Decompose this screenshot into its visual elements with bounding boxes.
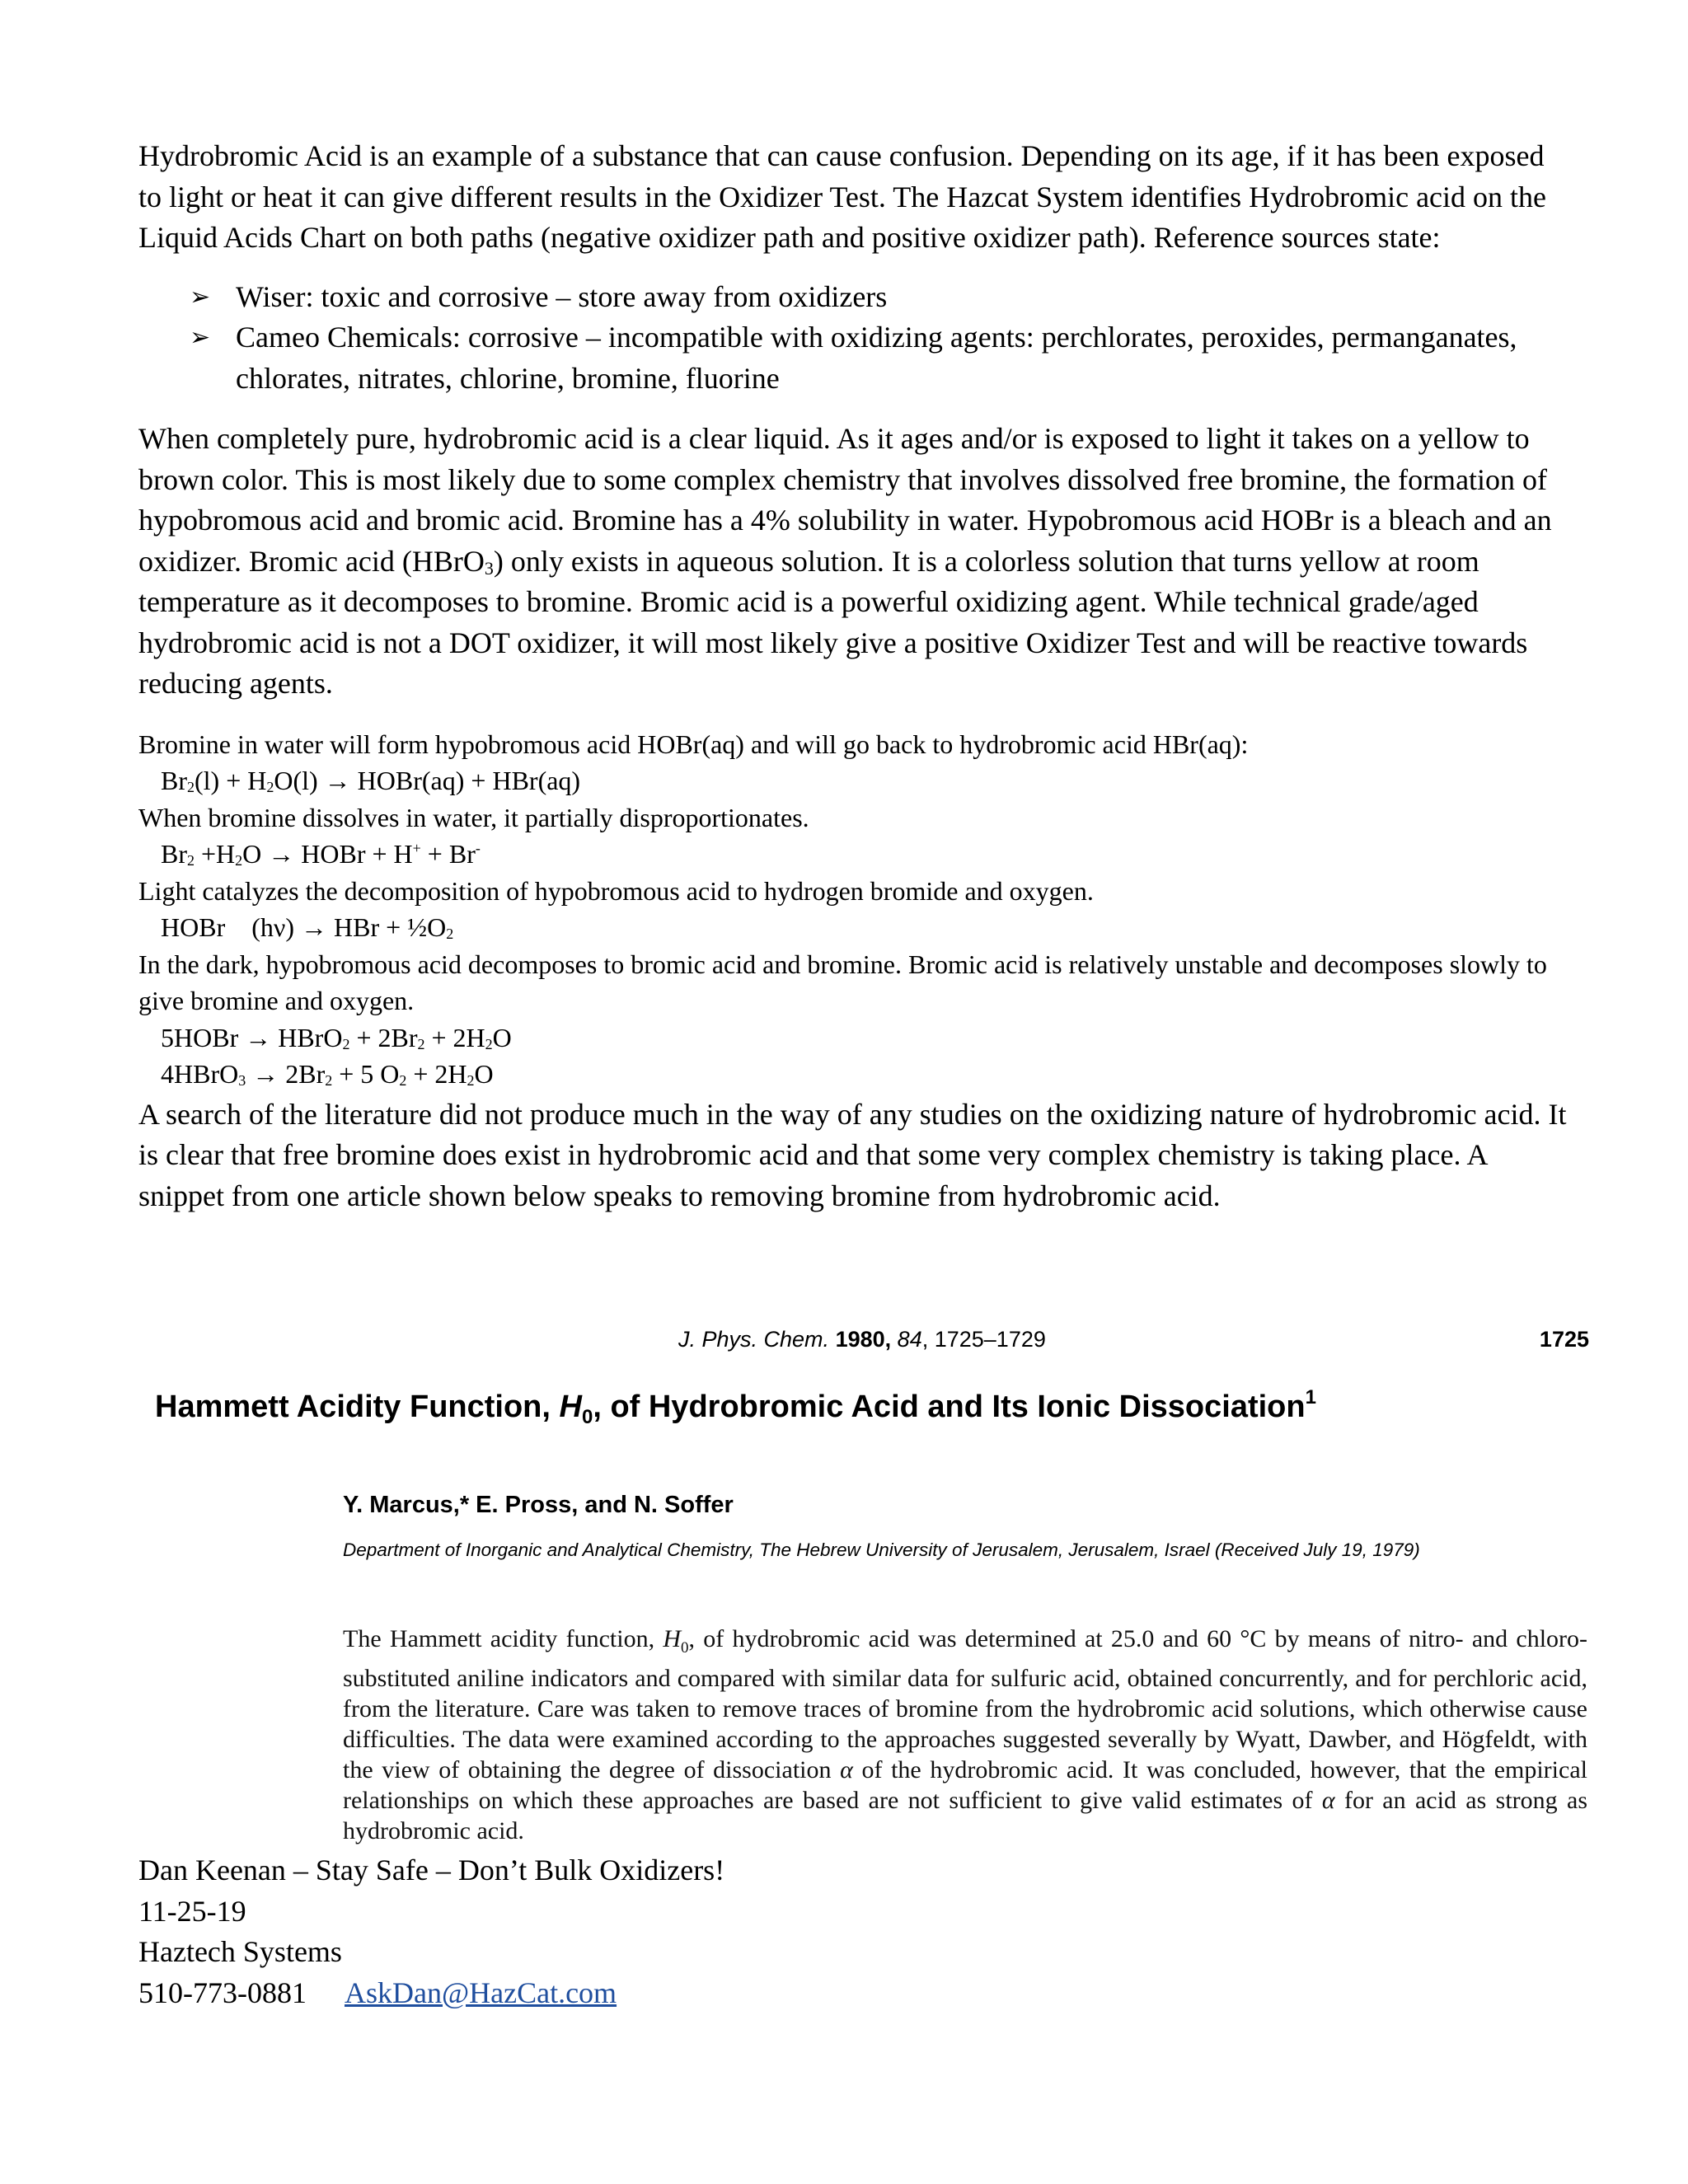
article-snippet	[138, 1327, 1589, 1854]
reference-item-cameo	[138, 317, 1573, 399]
signature-contact	[138, 1973, 724, 2014]
subscript: 3	[484, 557, 494, 579]
article-title: Hammett Acidity Function, $H_0$, of Hydrobromic Acid and Its Ionic Dissociation$^1$	[155, 1386, 1316, 1428]
chem-line: When bromine dissolves in water, it partially disproportionates.	[138, 802, 809, 832]
phone-number: 510-773-0881	[138, 1975, 307, 2009]
equation-3: HOBr (hν) → HBr + $\frac{1}{2}O_2$	[161, 912, 454, 942]
chem-line: Light catalyzes the decomposition of hypobromous acid to hydrogen bromide and oxygen.	[138, 875, 1094, 906]
page-number: 1725	[1539, 1327, 1589, 1352]
signature-block	[138, 1850, 724, 2013]
equation-1: $Br_2(l) + H_2O(l)$ → HOBr(aq) + HBr(aq)	[161, 766, 581, 795]
signature-company: Haztech Systems	[138, 1935, 342, 1968]
reference-text: Cameo Chemicals: corrosive – incompatible with oxidizing agents: perchlorates, peroxides, permanganates, chlorates, nitrates, chlorine, bromine, fluorine	[236, 321, 1517, 395]
signature-date: 11-25-19	[138, 1894, 246, 1928]
main-text	[138, 136, 1573, 1216]
pure-acid-paragraph	[138, 419, 1573, 705]
reference-list	[138, 277, 1573, 400]
article-authors: Y. Marcus,* E. Pross, and N. Soffer	[343, 1492, 734, 1518]
intro-paragraph: Hydrobromic Acid is an example of a substance that can cause confusion. Depending on its age, if it has been exposed to light or heat it can give different results in the Oxidizer Test. The Hazcat System identifies Hydrobromic acid on the Liquid Acids Chart on both paths (negative oxidizer path and positive oxidizer path). Reference sources state:	[138, 139, 1547, 254]
arrow-bullet-icon: ➢	[190, 282, 211, 312]
arrow-bullet-icon: ➢	[190, 323, 211, 352]
journal-citation: J. Phys. Chem. 1980, 84, 1725–1729	[678, 1327, 1046, 1352]
reference-text: Wiser: toxic and corrosive – store away from oxidizers	[236, 279, 888, 313]
pure-text-b: ) only exists in aqueous solution. It is a colorless solution that turns yellow at room temperature as it decomposes to bromine. Bromic acid is a powerful oxidizing agent. While technical grade/aged hydrobromic acid is not a DOT oxidizer, it will most likely give a positive Oxidizer Test and will be reactive towards reducing agents.	[138, 544, 1528, 700]
article-affiliation: Department of Inorganic and Analytical Chemistry, The Hebrew University of Jerusalem, Jerusalem, Israel (Received July 19, 1979)	[343, 1540, 1420, 1560]
article-abstract: The Hammett acidity function, $H_0$, of hydrobromic acid was determined at 25.0 and 60 °C by means of nitro- and chloro-substituted aniline indicators and compared with similar data for sulfuric acid, obtained concurrently, and for perchloric acid, from the literature. Care was taken to remove traces of bromine from the hydrobromic acid solutions, which otherwise cause difficulties. The data were examined according to the approaches suggested severally by Wyatt, Dawber, and Högfeldt, with the view of obtaining the degree of dissociation α of the hydrobromic acid. It was concluded, however, that the empirical relationships on which these approaches are based are not sufficient to give valid estimates of α for an acid as strong as hydrobromic acid.	[343, 1625, 1588, 1844]
email-link[interactable]: AskDan@HazCat.com	[344, 1975, 617, 2009]
chemistry-section	[138, 726, 1573, 1093]
pure-text-a: When completely pure, hydrobromic acid is a clear liquid. As it ages and/or is exposed to light it takes on a yellow to brown color. This is most likely due to some complex chemistry that involves dissolved free bromine, the formation of hypobromous acid and bromic acid. Bromine has a 4% solubility in water. Hypobromous acid HOBr is a bleach and an oxidizer. Bromic acid (HBrO	[138, 422, 1552, 578]
chem-line: In the dark, hypobromous acid decomposes to bromic acid and bromine. Bromic acid is relatively unstable and decomposes slowly to give bromine and oxygen.	[138, 949, 1547, 1015]
reference-item-wiser	[138, 277, 1573, 318]
literature-paragraph: A search of the literature did not produce much in the way of any studies on the oxidizing nature of hydrobromic acid. It is clear that free bromine does exist in hydrobromic acid and that some very complex chemistry is taking place. A snippet from one article shown below speaks to removing bromine from hydrobromic acid.	[138, 1097, 1567, 1212]
chem-line: Bromine in water will form hypobromous acid HOBr(aq) and will go back to hydrobromic acid HBr(aq):	[138, 729, 1249, 759]
equation-2: $Br_2 +H_2O$ → HOBr + H+ + Br-	[161, 839, 481, 869]
signature-line: Dan Keenan – Stay Safe – Don’t Bulk Oxidizers!	[138, 1854, 725, 1886]
equation-5: 4HBrO$_3$ → $2Br_2 + 5$ $O_2 + 2H_2O$	[161, 1059, 494, 1089]
equation-4: 5HOBr → HBrO$_2$ + $2Br_2 + 2H_2O$	[161, 1022, 512, 1052]
